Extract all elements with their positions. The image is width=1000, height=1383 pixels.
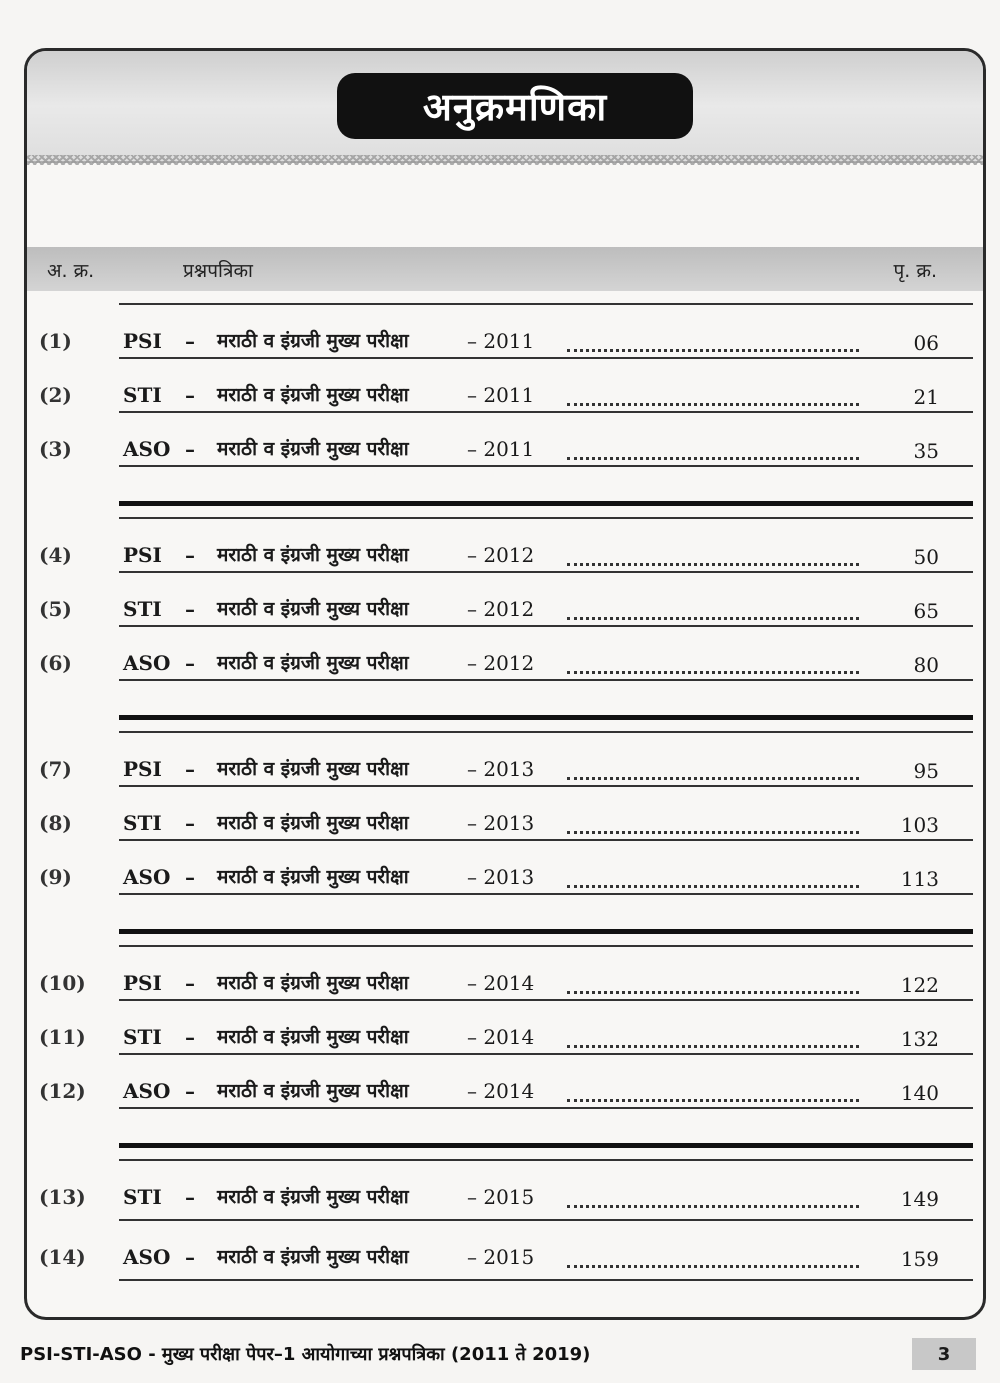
row-divider — [119, 945, 973, 947]
page-number: 3 — [912, 1338, 976, 1370]
entry-title: मराठी व इंग्रजी मुख्य परीक्षा — [217, 866, 409, 888]
entry-title: मराठी व इंग्रजी मुख्य परीक्षा — [217, 330, 409, 352]
entry-number: (11) — [39, 1025, 86, 1049]
entry-page: 65 — [913, 599, 939, 623]
row-divider — [119, 571, 973, 573]
entry-title: मराठी व इंग्रजी मुख्य परीक्षा — [217, 972, 409, 994]
entry-dash: – — [185, 1079, 195, 1103]
dot-leader — [567, 335, 859, 352]
entry-title: मराठी व इंग्रजी मुख्य परीक्षा — [217, 544, 409, 566]
entry-year: – 2014 — [467, 971, 535, 995]
entry-year: – 2011 — [467, 437, 535, 461]
entry-page: 132 — [900, 1027, 939, 1051]
entry-title: मराठी व इंग्रजी मुख्य परीक्षा — [217, 384, 409, 406]
row-divider — [119, 1219, 973, 1221]
exam-code: ASO — [123, 651, 171, 675]
entry-title: मराठी व इंग्रजी मुख्य परीक्षा — [217, 598, 409, 620]
exam-code: ASO — [123, 437, 171, 461]
entry-title: मराठी व इंग्रजी मुख्य परीक्षा — [217, 812, 409, 834]
row-divider — [119, 411, 973, 413]
dot-leader — [567, 389, 859, 406]
list-item — [27, 757, 983, 811]
row-divider — [119, 999, 973, 1001]
list-item — [27, 437, 983, 491]
dot-leader — [567, 603, 859, 620]
exam-code: PSI — [123, 757, 162, 781]
entry-dash: – — [185, 811, 195, 835]
entry-number: (9) — [39, 865, 72, 889]
header-paper: प्रश्नपत्रिका — [183, 260, 253, 282]
list-item — [27, 543, 983, 597]
entry-year: – 2014 — [467, 1079, 535, 1103]
exam-code: STI — [123, 811, 162, 835]
entry-number: (4) — [39, 543, 72, 567]
dot-leader — [567, 977, 859, 994]
entry-number: (2) — [39, 383, 72, 407]
list-item — [27, 597, 983, 651]
entry-year: – 2012 — [467, 597, 535, 621]
row-divider — [119, 517, 973, 519]
row-divider — [119, 893, 973, 895]
entry-dash: – — [185, 597, 195, 621]
entry-page: 80 — [913, 653, 939, 677]
exam-code: PSI — [123, 329, 162, 353]
entry-title: मराठी व इंग्रजी मुख्य परीक्षा — [217, 1080, 409, 1102]
list-item — [27, 971, 983, 1025]
entry-page: 122 — [900, 973, 939, 997]
entry-year: – 2011 — [467, 383, 535, 407]
entry-page: 103 — [900, 813, 939, 837]
group-divider — [119, 1143, 973, 1148]
index-frame — [24, 48, 986, 1320]
row-divider — [119, 839, 973, 841]
list-item — [27, 1079, 983, 1133]
entry-year: – 2015 — [467, 1245, 535, 1269]
entry-number: (10) — [39, 971, 86, 995]
row-divider — [119, 1053, 973, 1055]
entry-dash: – — [185, 383, 195, 407]
entry-title: मराठी व इंग्रजी मुख्य परीक्षा — [217, 758, 409, 780]
entry-year: – 2013 — [467, 811, 535, 835]
entry-dash: – — [185, 651, 195, 675]
entry-dash: – — [185, 971, 195, 995]
exam-code: STI — [123, 1025, 162, 1049]
list-item — [27, 1245, 983, 1299]
header-sr-no: अ. क्र. — [47, 260, 95, 282]
entry-number: (3) — [39, 437, 72, 461]
entry-page: 21 — [913, 385, 939, 409]
entry-number: (7) — [39, 757, 72, 781]
entry-page: 06 — [913, 331, 939, 355]
entry-year: – 2012 — [467, 543, 535, 567]
entry-page: 35 — [913, 439, 939, 463]
dot-leader — [567, 1191, 859, 1208]
entry-year: – 2012 — [467, 651, 535, 675]
entry-dash: – — [185, 329, 195, 353]
entry-title: मराठी व इंग्रजी मुख्य परीक्षा — [217, 1026, 409, 1048]
exam-code: ASO — [123, 1245, 171, 1269]
entry-dash: – — [185, 757, 195, 781]
entry-title: मराठी व इंग्रजी मुख्य परीक्षा — [217, 438, 409, 460]
entry-dash: – — [185, 543, 195, 567]
entry-year: – 2011 — [467, 329, 535, 353]
entry-page: 149 — [900, 1187, 939, 1211]
entry-year: – 2015 — [467, 1185, 535, 1209]
exam-code: ASO — [123, 865, 171, 889]
group-divider — [119, 501, 973, 506]
row-divider — [119, 679, 973, 681]
entry-dash: – — [185, 1025, 195, 1049]
entry-dash: – — [185, 1245, 195, 1269]
exam-code: PSI — [123, 971, 162, 995]
dot-leader — [567, 549, 859, 566]
group-divider — [119, 715, 973, 720]
entry-number: (13) — [39, 1185, 86, 1209]
entry-title: मराठी व इंग्रजी मुख्य परीक्षा — [217, 1246, 409, 1268]
list-item — [27, 1025, 983, 1079]
row-divider — [119, 357, 973, 359]
entry-dash: – — [185, 1185, 195, 1209]
entry-number: (8) — [39, 811, 72, 835]
entry-page: 159 — [900, 1247, 939, 1271]
list-item — [27, 383, 983, 437]
table-header — [27, 247, 983, 291]
entry-year: – 2014 — [467, 1025, 535, 1049]
exam-code: STI — [123, 383, 162, 407]
decorative-hatch — [27, 155, 983, 165]
row-divider — [119, 1279, 973, 1281]
list-item — [27, 1185, 983, 1239]
dot-leader — [567, 1031, 859, 1048]
footer-text: PSI-STI-ASO - मुख्य परीक्षा पेपर–1 आयोगाच्या प्रश्नपत्रिका (2011 ते 2019) — [20, 1344, 591, 1365]
exam-code: ASO — [123, 1079, 171, 1103]
entry-dash: – — [185, 437, 195, 461]
entry-page: 140 — [900, 1081, 939, 1105]
dot-leader — [567, 443, 859, 460]
row-divider — [119, 303, 973, 305]
dot-leader — [567, 763, 859, 780]
header-page-no: पृ. क्र. — [893, 260, 937, 282]
entry-dash: – — [185, 865, 195, 889]
dot-leader — [567, 817, 859, 834]
dot-leader — [567, 657, 859, 674]
list-item — [27, 651, 983, 705]
entry-number: (14) — [39, 1245, 86, 1269]
entry-number: (6) — [39, 651, 72, 675]
entry-number: (12) — [39, 1079, 86, 1103]
page-title: अनुक्रमणिका — [422, 85, 608, 129]
entry-page: 50 — [913, 545, 939, 569]
entry-number: (1) — [39, 329, 72, 353]
row-divider — [119, 731, 973, 733]
dot-leader — [567, 871, 859, 888]
exam-code: PSI — [123, 543, 162, 567]
row-divider — [119, 1159, 973, 1161]
list-item — [27, 811, 983, 865]
group-divider — [119, 929, 973, 934]
entry-title: मराठी व इंग्रजी मुख्य परीक्षा — [217, 1186, 409, 1208]
row-divider — [119, 625, 973, 627]
entry-number: (5) — [39, 597, 72, 621]
entry-year: – 2013 — [467, 865, 535, 889]
exam-code: STI — [123, 597, 162, 621]
entry-year: – 2013 — [467, 757, 535, 781]
row-divider — [119, 1107, 973, 1109]
dot-leader — [567, 1085, 859, 1102]
list-item — [27, 329, 983, 383]
entry-page: 113 — [900, 867, 939, 891]
list-item — [27, 865, 983, 919]
row-divider — [119, 785, 973, 787]
row-divider — [119, 465, 973, 467]
entry-title: मराठी व इंग्रजी मुख्य परीक्षा — [217, 652, 409, 674]
dot-leader — [567, 1251, 859, 1268]
title-box — [337, 73, 693, 139]
entry-page: 95 — [913, 759, 939, 783]
exam-code: STI — [123, 1185, 162, 1209]
